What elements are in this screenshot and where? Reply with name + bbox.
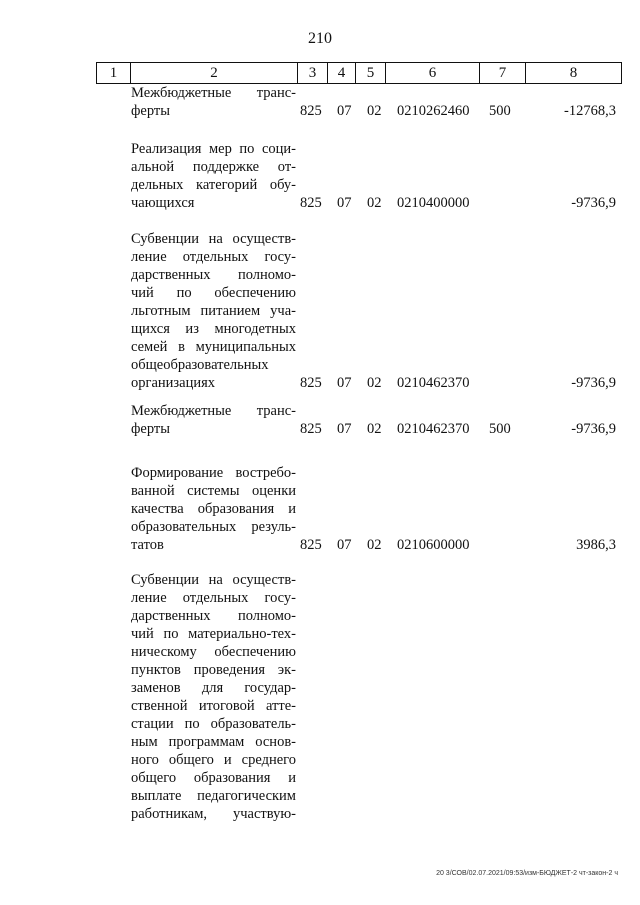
page-number: 210: [308, 30, 332, 47]
row-name-line: качества образования и: [131, 501, 296, 517]
row-name-line: альной поддержке от-: [131, 159, 296, 175]
row-name-line: чий по материально-тех-: [131, 626, 296, 642]
row-name-line: ванной системы оценки: [131, 483, 296, 499]
header-col-3: 3: [298, 63, 328, 83]
row-name-line: семей в муниципальных: [131, 339, 296, 355]
cell-col-6: 0210462370: [397, 421, 470, 437]
row-name-line: общего образования и: [131, 770, 296, 786]
footer-stamp: 20 3/СОВ/02.07.2021/09:53/изм-БЮДЖЕТ-2 чт-закон-2 ч: [436, 870, 618, 877]
row-name-line: Межбюджетные транс-: [131, 85, 296, 101]
cell-col-6: 0210400000: [397, 195, 470, 211]
header-col-2: 2: [131, 63, 298, 83]
row-name-line: Субвенции на осуществ-: [131, 231, 296, 247]
row-name-line: чающихся: [131, 195, 195, 211]
header-col-7: 7: [480, 63, 526, 83]
row-name-line: ферты: [131, 421, 170, 437]
row-name-line: ферты: [131, 103, 170, 119]
row-name-line: общеобразовательных: [131, 357, 269, 373]
cell-col-8: 3986,3: [576, 537, 616, 553]
row-name-line: Межбюджетные транс-: [131, 403, 296, 419]
header-col-8: 8: [569, 65, 578, 81]
cell-col-3: 825: [300, 537, 322, 553]
cell-col-5: 02: [367, 537, 382, 553]
row-name: [131, 84, 296, 120]
cell-col-6: 0210600000: [397, 537, 470, 553]
row-name: [131, 230, 296, 392]
row-name-line: организациях: [131, 375, 216, 391]
cell-col-3: 825: [300, 103, 322, 119]
cell-col-8: -12768,3: [564, 103, 616, 119]
cell-col-5: 02: [367, 375, 382, 391]
header-col-4: 4: [328, 63, 356, 83]
cell-col-8: -9736,9: [571, 195, 616, 211]
row-name-line: заменов для государ-: [131, 680, 296, 696]
row-name-line: ного общего и среднего: [131, 752, 296, 768]
cell-col-6: 0210262460: [397, 103, 470, 119]
row-name: [131, 402, 296, 438]
row-name-line: чий по обеспечению: [131, 285, 296, 301]
cell-col-7: 500: [489, 103, 511, 119]
cell-col-7: 500: [489, 421, 511, 437]
cell-col-4: 07: [337, 375, 352, 391]
cell-col-8: -9736,9: [571, 421, 616, 437]
header-col-6: 6: [386, 63, 480, 83]
cell-col-5: 02: [367, 195, 382, 211]
row-name: [131, 464, 296, 554]
cell-col-6: 0210462370: [397, 375, 470, 391]
header-col-1: 1: [97, 63, 131, 83]
table-header: [96, 62, 622, 84]
row-name-line: ление отдельных госу-: [131, 249, 296, 265]
row-name-line: образовательных резуль-: [131, 519, 296, 535]
row-name-line: щихся из многодетных: [131, 321, 296, 337]
header-col-5: 5: [356, 63, 386, 83]
row-name-line: работникам, участвую-: [131, 806, 296, 822]
row-name-line: дарственных полномо-: [131, 267, 296, 283]
cell-col-5: 02: [367, 103, 382, 119]
cell-col-4: 07: [337, 195, 352, 211]
row-name-line: Формирование востребо-: [131, 465, 296, 481]
row-name-line: Субвенции на осуществ-: [131, 572, 296, 588]
row-name: [131, 571, 296, 823]
cell-col-4: 07: [337, 421, 352, 437]
cell-col-4: 07: [337, 103, 352, 119]
cell-col-3: 825: [300, 421, 322, 437]
cell-col-3: 825: [300, 195, 322, 211]
row-name-line: ственной итоговой атте-: [131, 698, 296, 714]
row-name-line: выплате педагогическим: [131, 788, 296, 804]
row-name-line: татов: [131, 537, 164, 553]
row-name-line: дельных категорий обу-: [131, 177, 296, 193]
row-name-line: Реализация мер по соци-: [131, 141, 296, 157]
row-name-line: ническому обеспечению: [131, 644, 296, 660]
cell-col-8: -9736,9: [571, 375, 616, 391]
row-name: [131, 140, 296, 212]
cell-col-5: 02: [367, 421, 382, 437]
cell-col-4: 07: [337, 537, 352, 553]
row-name-line: пунктов проведения эк-: [131, 662, 296, 678]
row-name-line: ление отдельных госу-: [131, 590, 296, 606]
row-name-line: льготным питанием уча-: [131, 303, 296, 319]
row-name-line: ным программам основ-: [131, 734, 296, 750]
row-name-line: стации по образователь-: [131, 716, 296, 732]
row-name-line: дарственных полномо-: [131, 608, 296, 624]
cell-col-3: 825: [300, 375, 322, 391]
